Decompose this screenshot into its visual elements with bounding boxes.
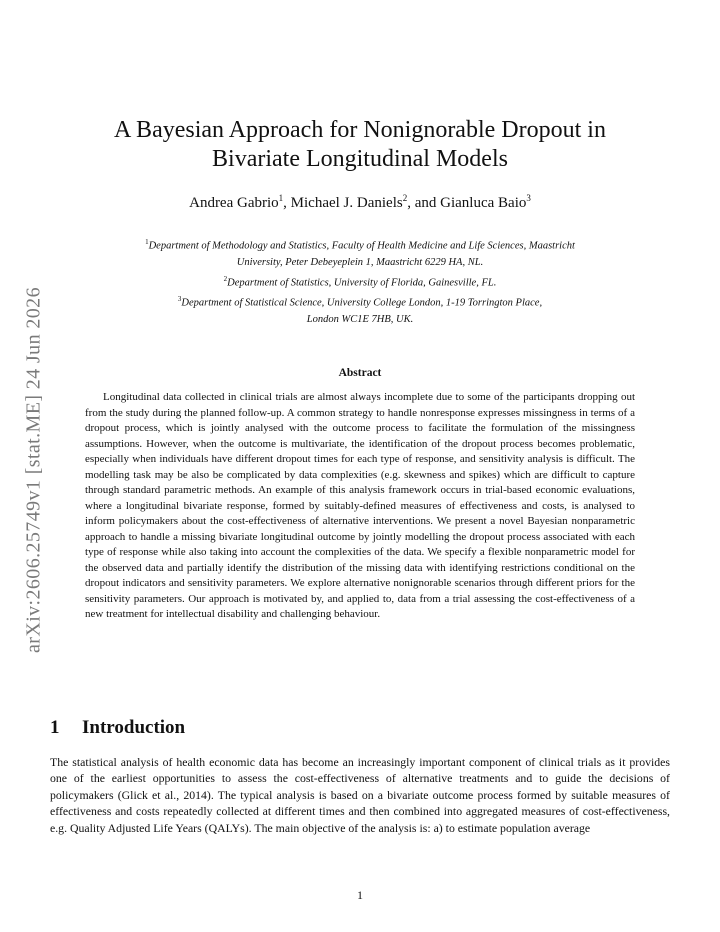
author-separator: , <box>283 195 291 211</box>
affiliation-2 <box>60 271 660 292</box>
affiliation-text: Department of Methodology and Statistics, Faculty of Health Medicine and Life Sciences, Maastricht <box>148 240 575 252</box>
section-heading <box>50 717 185 739</box>
introduction-body: The statistical analysis of health economic data has become an increasingly important component of clinical trials as it provides one of the earliest opportunities to assess the cost-effectiveness of alternative treatments and to guide the decisions of policymakers (Glick et al., 2014). The typical analysis is based on a bivariate outcome process formed by suitable measures of effectiveness and costs repeatedly collected at different times and then combined into aggregated measures of cost-effectiveness, e.g. Quality Adjusted Life Years (QALYs). The main objective of the analysis is: a) to estimate population average <box>50 755 670 835</box>
author-name: Andrea Gabrio <box>189 195 279 211</box>
affiliation-3 <box>60 291 660 328</box>
paper-title <box>50 116 670 174</box>
abstract-heading: Abstract <box>338 367 382 379</box>
affiliation-text: Department of Statistical Science, University College London, 1-19 Torrington Place, <box>181 297 543 309</box>
section-number: 1 <box>50 717 60 738</box>
affiliation-mark: 1 <box>145 238 149 246</box>
affiliation-mark: 2 <box>223 274 228 283</box>
title-line-2: Bivariate Longitudinal Models <box>212 146 508 172</box>
affiliation-text: Department of Statistics, University of Florida, Gainesville, FL. <box>227 277 497 288</box>
author-name: Michael J. Daniels <box>290 195 403 211</box>
author-list <box>50 193 670 212</box>
author-separator: , and <box>407 195 441 211</box>
affiliation-list <box>60 234 660 328</box>
affiliation-1 <box>60 234 660 271</box>
affiliation-text: University, Peter Debeyeplein 1, Maastricht 6229 HA, NL. <box>236 256 484 268</box>
author-name: Gianluca Baio <box>440 195 527 211</box>
author-affiliation-mark: 1 <box>278 193 284 203</box>
title-line-1: A Bayesian Approach for Nonignorable Dropout in <box>114 117 606 143</box>
page-number: 1 <box>357 888 363 902</box>
affiliation-text: London WC1E 7HB, UK. <box>306 313 414 325</box>
author-affiliation-mark: 3 <box>526 193 531 203</box>
author-affiliation-mark: 2 <box>402 193 408 203</box>
abstract-body: Longitudinal data collected in clinical trials are almost always incomplete due to some of the participants dropping out from the study during the planned follow-up. A common strategy to handle nonresponse expresses missingness in terms of a dropout process, which is jointly analysed with the outcome process to facilitate the formulation of the missingness assumptions. However, when the outcome is multivariate, the identification of the dropout process becomes problematic, especially when individuals have different dropout times for each type of response, and sensitivity analysis is difficult. The modelling task may be also be complicated by data complexities (e.g. skewness and spikes) which are difficult to capture through standard parametric methods. An example of this analysis framework occurs in trial-based economic evaluations, where a longitudinal bivariate response, formed by suitably-defined measures of effectiveness and costs, is analysed to inform policymakers about the cost-effectiveness of alternative interventions. We present a novel Bayesian nonparametric approach to handle a missing bivariate longitudinal outcome by jointly modelling the dropout process associated with each type of response while also taking into account the complexities of the data. We specify a flexible nonparametric model for the observed data and partially identify the distribution of the missing data with identifying restrictions conditional on the dropout indicators and sensitivity parameters. We explore alternative nonignorable scenarios through different priors for the sensitivity parameters. Our approach is motivated by, and applied to, data from a trial assessing the cost-effectiveness of a new treatment for intellectual disability and challenging behaviour. <box>85 391 635 620</box>
section-title: Introduction <box>82 717 186 738</box>
arxiv-identifier[interactable]: arXiv:2606.25749v1 [stat.ME] 24 Jun 2026 <box>22 287 45 653</box>
affiliation-mark: 3 <box>177 295 182 303</box>
